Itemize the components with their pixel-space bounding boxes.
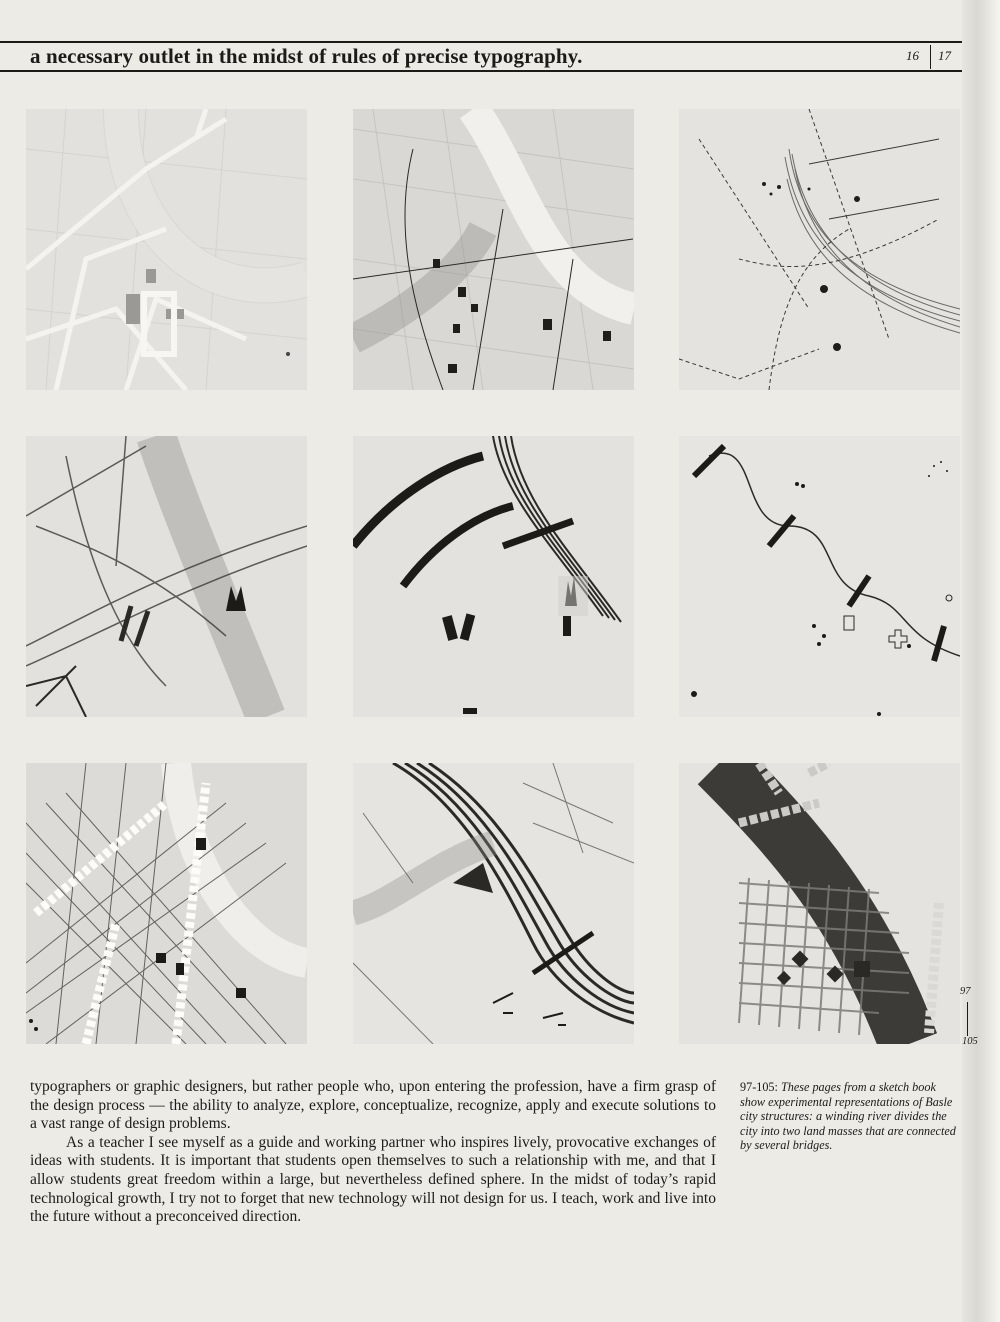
page-number-right: 17 [938, 48, 951, 63]
body-paragraph-1: typographers or graphic designers, but rather people who, upon entering the profession, have a firm grasp of the design process — the ability to analyze, explore, conceptualize, recognize, apply and execute solutions to a vast range of design problems. [30, 1078, 716, 1133]
plate-6 [679, 436, 960, 717]
page-edge-shadow [962, 0, 1000, 1322]
folio-divider [930, 45, 931, 69]
figure-range-line [967, 1002, 968, 1036]
plate-7 [26, 763, 307, 1044]
plate-8 [353, 763, 634, 1044]
plate-4 [26, 436, 307, 717]
header-underline [0, 70, 962, 72]
plate-9 [679, 763, 960, 1044]
figure-range-start: 97 [960, 986, 971, 997]
caption-figure-ref: 97-105: [740, 1080, 778, 1094]
running-head: a necessary outlet in the midst of rules of precise typography. [30, 44, 583, 68]
figure-caption [740, 1080, 962, 1153]
page-number-left: 16 [906, 48, 919, 63]
plate-3 [679, 109, 960, 390]
body-text [30, 1078, 716, 1227]
figure-range-end: 105 [962, 1036, 978, 1047]
caption-text: These pages from a sketch book show experimental representations of Basle city structures: a winding river divides the city into two land masses that are connected by several bridges. [740, 1080, 956, 1153]
plate-1 [26, 109, 307, 390]
body-paragraph-2: As a teacher I see myself as a guide and working partner who inspires lively, provocative exchanges of ideas with students. It is important that students open themselves to such a relationship with me, and that I allow students great freedom within a large, but nevertheless defined sphere. In the midst of today’s rapid technological growth, I try not to forget that new technology will not design for us. I teach, work and live into the future without a preconceived direction. [30, 1133, 716, 1226]
top-rule [0, 41, 962, 43]
plate-5 [353, 436, 634, 717]
plate-2 [353, 109, 634, 390]
